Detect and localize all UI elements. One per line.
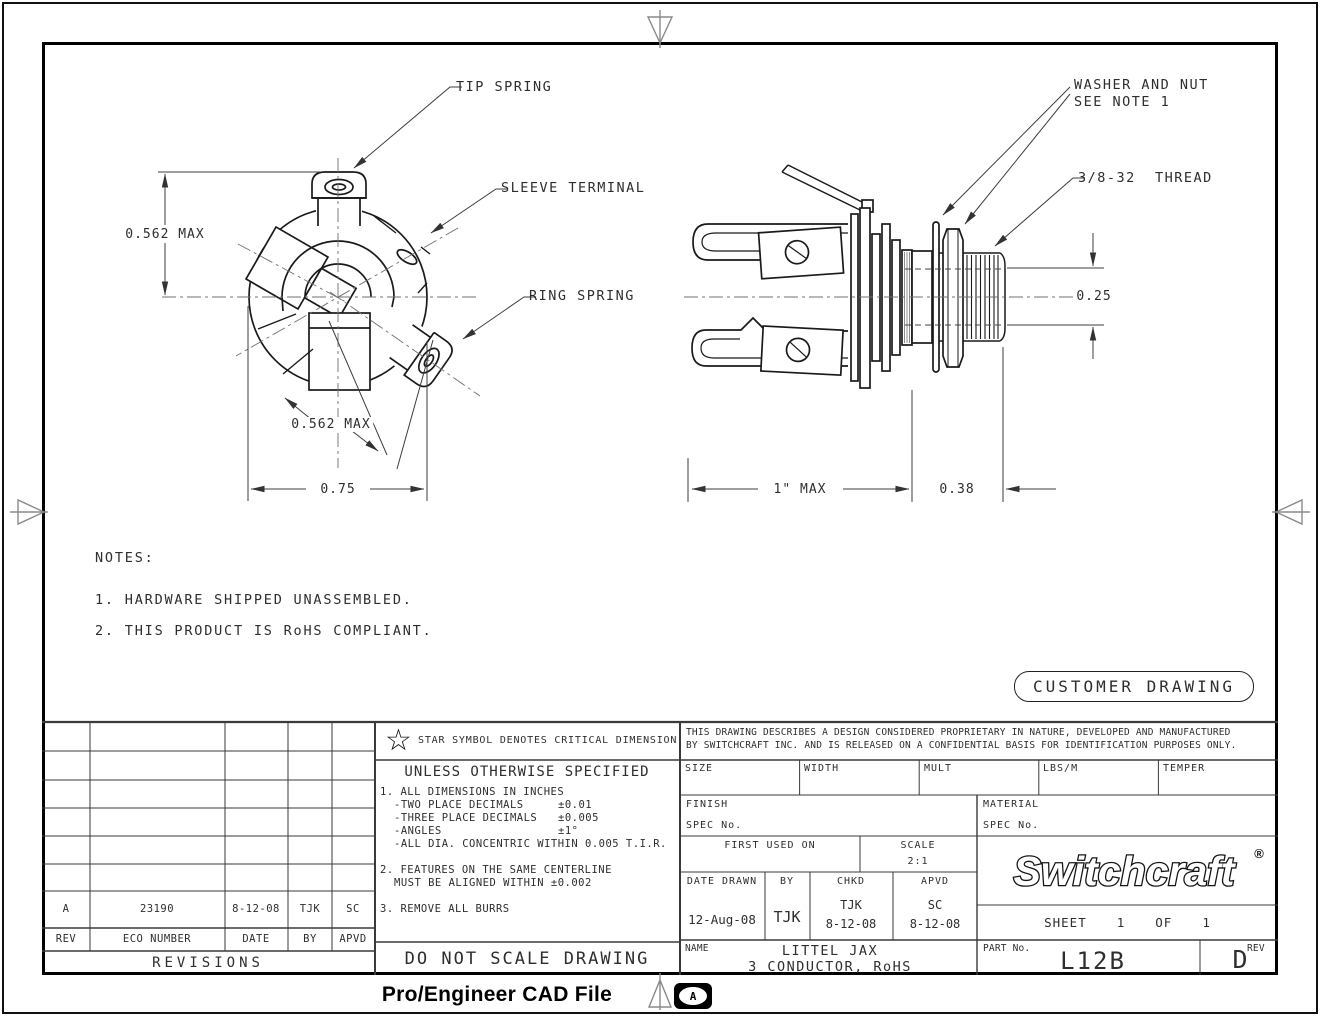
sheet-num: 1: [1116, 915, 1126, 930]
date-drawn-value: 12-Aug-08: [688, 912, 756, 927]
star-icon: ☆: [385, 723, 412, 758]
tol-note-3: 3. REMOVE ALL BURRS: [380, 903, 510, 915]
rev-label: REV: [1247, 943, 1265, 954]
svg-text:Switchcraft: Switchcraft: [1013, 848, 1235, 894]
side-view: [692, 165, 1005, 388]
mult-label: MULT: [924, 763, 953, 774]
chkd-label: CHKD: [836, 876, 866, 887]
zone-marker: [674, 983, 712, 1009]
rev-value: D: [1232, 945, 1248, 974]
tol-note-1-end: -ALL DIA. CONCENTRIC WITHIN 0.005 T.I.R.: [394, 838, 667, 850]
switchcraft-logo: [982, 836, 1274, 904]
registered-mark-icon: ®: [1254, 846, 1264, 861]
do-not-scale: DO NOT SCALE DRAWING: [404, 949, 650, 969]
note-item-2: 2. THIS PRODUCT IS RoHS COMPLIANT.: [95, 623, 433, 639]
part-no-label: PART No.: [983, 943, 1031, 954]
chkd-date: 8-12-08: [825, 917, 877, 931]
note-item-1: 1. HARDWARE SHIPPED UNASSEMBLED.: [95, 592, 413, 608]
rev-row-by: TJK: [299, 903, 321, 915]
unless-otherwise-specified: UNLESS OTHERWISE SPECIFIED: [404, 764, 650, 780]
material-label: MATERIAL: [983, 799, 1040, 810]
label-tip-spring: TIP SPRING: [456, 79, 553, 95]
of-label: OF: [1155, 915, 1173, 930]
rev-header-date: DATE: [242, 933, 270, 945]
rev-row-eco: 23190: [139, 903, 175, 915]
tol-row-value-1: ±0.005: [558, 812, 599, 824]
proprietary-line1: THIS DRAWING DESCRIBES A DESIGN CONSIDERED PROPRIETARY IN NATURE, DEVELOPED AND MANUFACTURED: [686, 727, 1231, 738]
tol-row-label-2: -ANGLES: [394, 825, 442, 837]
apvd-date: 8-12-08: [909, 917, 961, 931]
proprietary-line2: BY SWITCHCRAFT INC. AND IS RELEASED ON A CONFIDENTIAL BASIS FOR IDENTIFICATION PURPOSES ONLY.: [686, 740, 1237, 751]
dim-diagonal-max: 0.562 MAX: [288, 417, 373, 432]
dim-bore: 0.25: [1073, 289, 1114, 304]
first-used-label: FIRST USED ON: [724, 840, 816, 851]
front-view: [246, 166, 456, 391]
tol-note-2b: MUST BE ALIGNED WITHIN ±0.002: [394, 877, 592, 889]
rev-header-apvd: APVD: [339, 933, 367, 945]
part-name-line2: 3 CONDUCTOR, RoHS: [748, 959, 912, 975]
part-name-line1: LITTEL JAX: [781, 943, 879, 959]
rev-row-rev: A: [62, 903, 70, 915]
finish-label: FINISH: [686, 799, 729, 810]
temper-label: TEMPER: [1163, 763, 1206, 774]
sheet-label: SHEET: [1044, 915, 1087, 930]
rev-header-eco: ECO NUMBER: [122, 933, 192, 945]
rev-row-date: 8-12-08: [232, 903, 280, 915]
sheet-row: [977, 905, 1278, 940]
revisions-title: REVISIONS: [152, 955, 264, 971]
label-thread: 3/8-32 THREAD: [1078, 170, 1213, 186]
size-label: SIZE: [685, 763, 714, 774]
tol-row-value-0: ±0.01: [558, 799, 593, 811]
dim-thread-length: 0.38: [936, 482, 977, 497]
dim-height-max: 0.562 MAX: [122, 227, 207, 242]
lbsm-label: LBS/M: [1043, 763, 1079, 774]
star-note: STAR SYMBOL DENOTES CRITICAL DIMENSION: [418, 735, 678, 746]
tol-row-value-2: ±1°: [558, 825, 579, 837]
part-no-value: L12B: [1060, 947, 1126, 975]
apvd-label: APVD: [920, 876, 950, 887]
rev-header-rev: REV: [55, 933, 77, 945]
label-washer-nut: WASHER AND NUT: [1074, 77, 1209, 93]
dim-body-max: 1" MAX: [771, 482, 830, 497]
tol-row-label-0: -TWO PLACE DECIMALS: [394, 799, 524, 811]
customer-drawing-badge: CUSTOMER DRAWING: [1014, 671, 1254, 702]
chkd-by: TJK: [840, 898, 862, 912]
name-label: NAME: [685, 943, 709, 954]
tol-row-label-1: -THREE PLACE DECIMALS: [394, 812, 538, 824]
scale-value: 2:1: [907, 856, 929, 867]
of-num: 1: [1202, 915, 1211, 930]
apvd-by: SC: [927, 898, 943, 912]
label-sleeve-terminal: SLEEVE TERMINAL: [501, 180, 646, 196]
rev-row-apvd: SC: [346, 903, 360, 915]
label-ring-spring: RING SPRING: [529, 288, 635, 304]
width-label: WIDTH: [804, 763, 840, 774]
label-see-note: SEE NOTE 1: [1074, 94, 1171, 110]
zone-letter: A: [679, 987, 707, 1005]
dim-width: 0.75: [317, 482, 358, 497]
tol-note-1: 1. ALL DIMENSIONS IN INCHES: [380, 786, 565, 798]
tol-note-2a: 2. FEATURES ON THE SAME CENTERLINE: [380, 864, 612, 876]
material-spec-label: SPEC No.: [983, 820, 1040, 831]
cad-file-caption: Pro/Engineer CAD File: [381, 983, 613, 1006]
by-label: BY: [779, 876, 795, 887]
rev-header-by: BY: [303, 933, 317, 945]
scale-label: SCALE: [900, 840, 936, 851]
finish-spec-label: SPEC No.: [686, 820, 743, 831]
notes-heading: NOTES:: [95, 550, 155, 566]
by-value: TJK: [773, 908, 801, 926]
date-drawn-label: DATE DRAWN: [686, 876, 758, 887]
